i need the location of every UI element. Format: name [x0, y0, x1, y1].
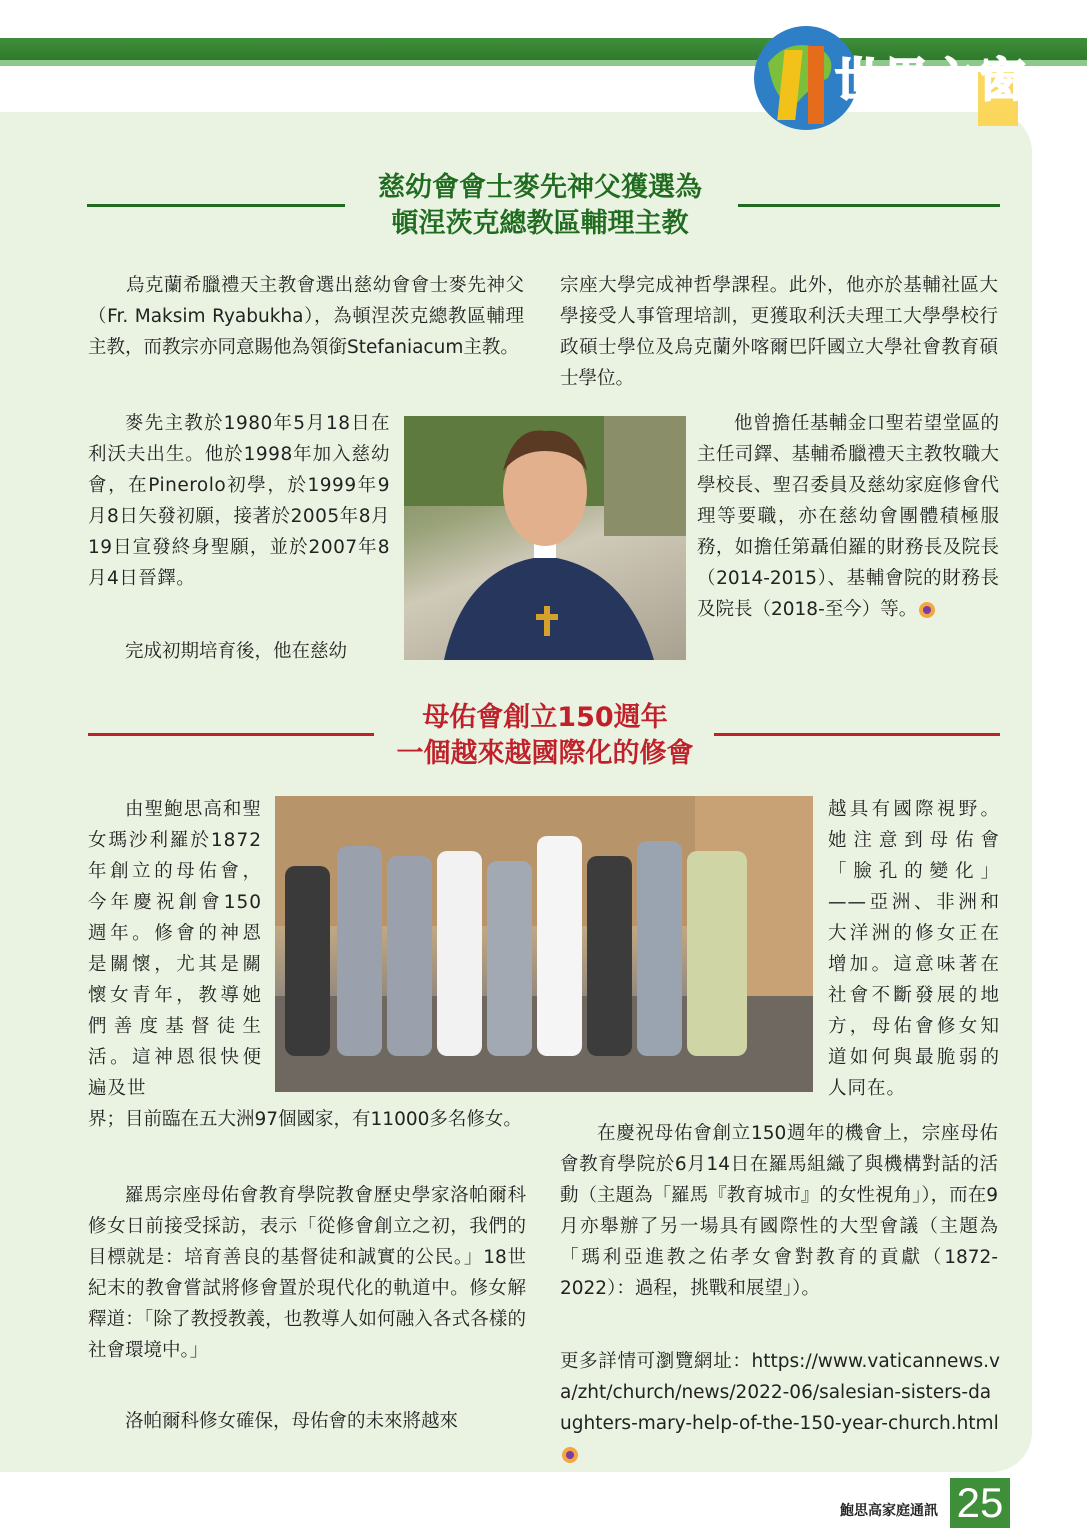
article1-title	[340, 170, 740, 242]
article2-para6: 在慶祝母佑會創立150週年的機會上，宗座母佑會教育學院於6月14日在羅馬組織了與機構對話的活動（主題為「羅馬『教育城市』的女性視角」），而在9月亦舉辦了另一場具有國際性的大型會議（主題為「瑪利亞進教之佑孝女會對教育的貢獻（1872-2022）：過程，挑戰和展望」）。	[560, 1123, 998, 1299]
article1-para1: 烏克蘭希臘禮天主教會選出慈幼會會士麥先神父（Fr. Maksim Ryabukha），為頓涅茨克總教區輔理主教，而教宗亦同意賜他為領銜Stefaniacum主教。	[88, 275, 524, 358]
article2-para5: 洛帕爾科修女確保，母佑會的未來將越來	[125, 1411, 459, 1432]
bishop-photo	[404, 416, 686, 660]
title2-rule-right	[714, 733, 1000, 736]
article2-para2: 越具有國際視野。她注意到母佑會「臉孔的變化」——亞洲、非洲和大洋洲的修女正在增加。這意味著在社會不斷發展的地方，母佑會修女知道如何與最脆弱的人同在。	[828, 799, 1000, 1099]
article2-title	[370, 700, 720, 772]
article2-title-line2: 一個越來越國際化的修會	[396, 738, 694, 769]
title-rule-right	[738, 204, 1000, 207]
title-rule-left	[87, 204, 345, 207]
article1-para3: 麥先主教於1980年5月18日在利沃夫出生。他於1998年加入慈幼會，在Pinerolo初學，於1999年9月8日矢發初願，接著於2005年8月19日宣發終身聖願，並於2007年8月4日晉鐸。	[88, 413, 390, 589]
end-mark-icon	[917, 600, 937, 620]
article2-para1: 由聖鮑思高和聖女瑪沙利羅於1872年創立的母佑會，今年慶祝創會150週年。修會的神恩是關懷，尤其是關懷女青年，教導她們善度基督徒生活。這神恩很快便遍及世	[88, 799, 262, 1099]
article1-para2: 宗座大學完成神哲學課程。此外，他亦於基輔社區大學接受人事管理培訓，更獲取利沃夫理工大學學校行政碩士學位及烏克蘭外喀爾巴阡國立大學社會教育碩士學位。	[560, 275, 998, 389]
article2-para7: 更多詳情可瀏覽網址：https://www.vaticannews.va/zht/church/news/2022-06/salesian-sisters-daughters-mary-help-of-the-150-year-church.html	[560, 1346, 1000, 1470]
logo-text: 世界之窗	[835, 53, 1027, 107]
article1-title-line2: 頓涅茨克總教區輔理主教	[391, 208, 689, 239]
article2-title-line1: 母佑會創立150週年	[422, 702, 668, 733]
article2-para4: 羅馬宗座母佑會教育學院教會歷史學家洛帕爾科修女日前接受採訪，表示「從修會創立之初，我們的目標就是：培育善良的基督徒和誠實的公民。」18世紀末的教會嘗試將修會置於現代化的軌道中。修女解釋道：「除了教授教義，也教導人如何融入各式各樣的社會環境中。」	[88, 1185, 526, 1361]
article2-para3: 界；目前臨在五大洲97個國家，有11000多名修女。	[88, 1109, 522, 1130]
publication-name: 鮑思高家庭通訊	[840, 1503, 938, 1519]
article1-para5: 他曾擔任基輔金口聖若望堂區的主任司鐸、基輔希臘禮天主教牧職大學校長、聖召委員及慈幼家庭修會代理等要職，亦在慈幼會團體積極服務，如擔任第聶伯羅的財務長及院長（2014-2015）、基輔會院的財務長及院長（2018-至今）等。	[697, 413, 999, 620]
title2-rule-left	[88, 733, 374, 736]
sisters-group-photo	[275, 796, 813, 1092]
article1-title-line1: 慈幼會會士麥先神父獲選為	[378, 172, 702, 203]
page-number: 25	[950, 1478, 1010, 1528]
end-mark-icon	[560, 1445, 580, 1465]
article1-para4: 完成初期培育後，他在慈幼	[125, 641, 348, 662]
